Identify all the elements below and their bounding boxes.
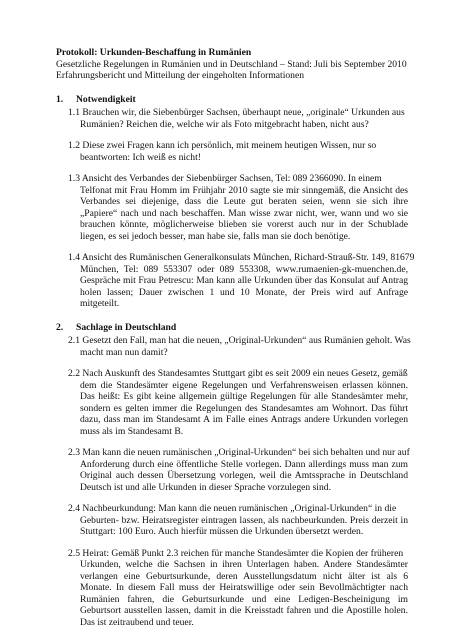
section-title: Notwendigkeit (76, 93, 136, 105)
item-body: München, Tel: 089 553307 oder 089 553308, www.rumaenien-gk-muenchen.de, Gespräche mit Frau Petrescu: Man kann alle Urkunden über das Konsulat auf Antrag holen lassen; Dauer zwischen 1 und 10 Monate, der Preis wird auf Anfrage mitgeteilt. (80, 263, 408, 309)
list-item (68, 447, 408, 493)
section-number: 2. (56, 321, 64, 333)
section-2-heading (56, 322, 408, 334)
item-first-line: 2.2 Nach Auskunft des Standesamtes Stuttgart gibt es seit 2009 ein neues Gesetz, gemäß (68, 368, 408, 379)
item-first-line: 1.3 Ansicht des Verbandes der Siebenbürger Sachsen, Tel: 089 2366090. In einem (68, 173, 382, 184)
list-item (68, 140, 408, 163)
item-body: Urkunden, welche die Sachsen in ihren Unterlagen haben. Andere Standesämter verlangen eine Geburtsurkunde, deren Ausstellungsdatum nicht älter ist als 6 Monate. In diesem Fall muss der Heiratswillige oder sein Bevollmächtigter nach Rumänien fahren, die Geburtsurkunde und eine Ledigen-Bescheinigung im Geburtsort ausstellen lassen, damit in die Kreisstadt fahren und die Apostille holen. Das ist zeitraubend und teuer. (80, 559, 408, 628)
item-first-line: 1.1 Brauchen wir, die Siebenbürger Sachsen, überhaupt neue, „originale“ Urkunden aus (68, 107, 405, 118)
item-first-line: 2.5 Heirat: Gemäß Punkt 2.3 reichen für manche Standesämter die Kopien der früheren (68, 547, 404, 559)
document-page (56, 47, 415, 628)
item-body: beantworten: Ich weiß es nicht! (80, 151, 201, 163)
section-title: Sachlage in Deutschland (76, 321, 177, 333)
list-item (68, 252, 415, 310)
item-first-line: 2.1 Gesetzt den Fall, man hat die neuen, „Original-Urkunden“ aus Rumänien geholt. Was (68, 335, 411, 346)
item-body: Telfonat mit Frau Homm im Frühjahr 2010 sagte sie mir sinngemäß, die Ansicht des Verbandes sei diejenige, dass die Leute gut beraten seien, wenn sie sich ihre „Papiere“ nach und nach beschaffen. Man wisse zwar nicht, wer, wann und wo sie brauchen könnte, möglicherweise blieben sie vorerst auch nur in der Schublade liegen, es sei jedoch besser, man habe sie, falls man sie doch benötige. (80, 184, 408, 242)
list-item (68, 368, 408, 437)
list-item (68, 335, 411, 358)
item-body: Anforderung durch eine öffentliche Stelle vorlegen. Dann allerdings muss man zum Original auch dessen Übersetzung vorlegen, weil die Amtssprache in Deutschland Deutsch ist und alle Urkunden in dieser Sprache vorzulegen sind. (80, 458, 408, 493)
list-item (68, 503, 408, 538)
list-item (68, 173, 408, 242)
document-subtitle: Gesetzliche Regelungen in Rumänien und in Deutschland – Stand: Juli bis September 2010 (56, 58, 407, 70)
section-1-heading (56, 94, 408, 106)
section-number: 1. (56, 93, 64, 105)
list-item (68, 107, 408, 130)
document-title: Protokoll: Urkunden-Beschaffung in Rumänien (56, 47, 252, 58)
item-body: Rumänien? Reichen die, welche wir als Foto mitgebracht haben, nicht aus? (80, 118, 369, 130)
list-item (68, 548, 408, 629)
item-first-line: 1.2 Diese zwei Fragen kann ich persönlich, mit meinem heutigen Wissen, nur so (68, 140, 377, 151)
item-body: Geburten- bzw. Heiratsregister eintragen lassen, als nachbeurkunden. Preis derzeit in Stuttgart: 100 Euro. Auch hierfür müssen die Urkunden übersetzt werden. (80, 514, 408, 537)
item-first-line: 2.3 Man kann die neuen rumänischen „Original-Urkunden“ bei sich behalten und nur auf (68, 447, 410, 458)
item-first-line: 2.4 Nachbeurkundung: Man kann die neuen rumänischen „Original-Urkunden“ in die (68, 503, 397, 514)
document-subtitle-2: Erfahrungsbericht und Mitteilung der eingeholten Informationen (56, 70, 305, 81)
item-body: macht man nun damit? (80, 346, 168, 358)
item-first-line: 1.4 Ansicht des Rumänischen Generalkonsulats München, Richard-Strauß-Str. 149, 81679 (68, 252, 415, 263)
item-body: dem die Standesämter eigene Regelungen und Verfahrensweisen erlassen können. Das heißt: Es gibt keine allgemein gültige Regelungen für alle Standesämter mehr, sondern es gelten immer die Regelungen des Standesamtes am Wohnort. Das führt dazu, dass man im Standesamt A im Falle eines Antrags andere Urkunden vorlegen muss als im Standesamt B. (80, 379, 408, 437)
